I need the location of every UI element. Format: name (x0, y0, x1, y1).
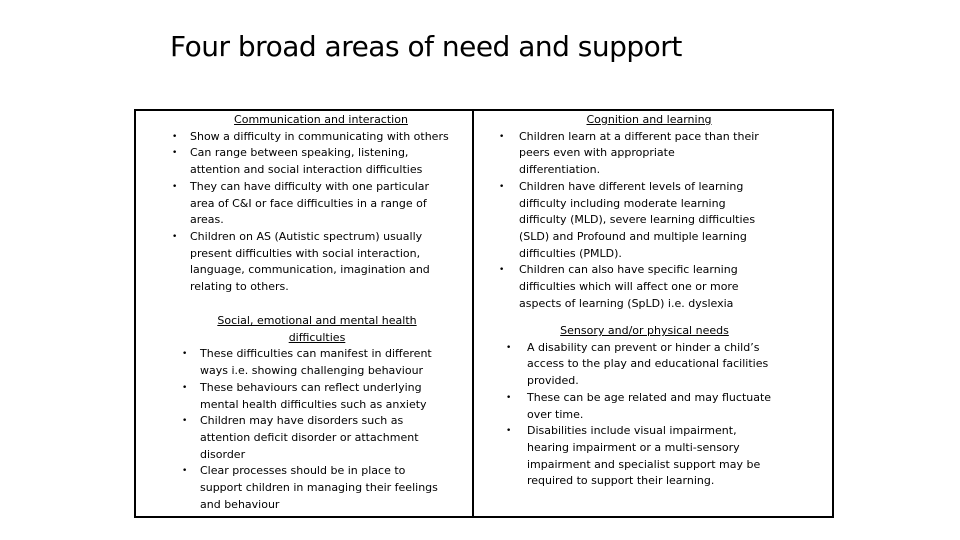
list-item: • Disabilities include visual impairment, hearing impairment or a multi-sensory impairment and specialist support may be required to support their learning. (506, 424, 761, 488)
bullet-icon: • (182, 349, 188, 360)
bullet-icon: • (172, 181, 178, 192)
bullet-icon: • (172, 148, 178, 159)
bullet-icon: • (506, 342, 512, 353)
column-divider (472, 109, 474, 518)
bullet-icon: • (506, 426, 512, 437)
bullet-icon: • (182, 466, 188, 477)
list-item: • Children learn at a different pace than their peers even with appropriate differentiation. (499, 129, 759, 177)
bullet-icon: • (182, 416, 188, 427)
list-item: • These behaviours can reflect underlying mental health difficulties such as anxiety (182, 380, 427, 411)
sensory-heading: Sensory and/or physical needs (560, 324, 729, 337)
communication-heading: Communication and interaction (234, 113, 408, 126)
bullet-icon: • (172, 231, 178, 242)
bullet-icon: • (506, 392, 512, 403)
semh-list (182, 346, 450, 513)
semh-cell (182, 313, 450, 513)
list-item: • Children have different levels of learning difficulty including moderate learning difficulty (MLD), severe learning difficulties (SLD) and Profound and multiple learning difficulties (PMLD). (499, 179, 756, 260)
bullet-icon: • (499, 181, 505, 192)
cognition-heading: Cognition and learning (586, 113, 712, 126)
list-item: • Can range between speaking, listening, attention and social interaction difficulties (172, 146, 423, 177)
list-item: • Clear processes should be in place to support children in managing their feelings and behaviour (182, 464, 438, 511)
list-item: • Children may have disorders such as attention deficit disorder or attachment disorder (182, 414, 419, 461)
sensory-cell (506, 323, 772, 490)
slide-title: Four broad areas of need and support (170, 30, 682, 63)
communication-list (172, 129, 450, 296)
list-item: • Children can also have specific learning difficulties which will affect one or more aspects of learning (SpLD) i.e. dyslexia (499, 263, 739, 310)
cognition-list (499, 129, 759, 313)
bullet-icon: • (182, 382, 188, 393)
bullet-icon: • (172, 131, 178, 142)
list-item: • They can have difficulty with one particular area of C&I or face difficulties in a range of areas. (172, 179, 430, 227)
cognition-cell (499, 112, 759, 312)
list-item: • A disability can prevent or hinder a child’s access to the play and educational facilities provided. (506, 340, 769, 388)
semh-heading: Social, emotional and mental health difficulties (217, 314, 417, 344)
list-item: • These can be age related and may fluctuate over time. (506, 390, 772, 421)
list-item: • These difficulties can manifest in different ways i.e. showing challenging behaviour (182, 347, 432, 378)
list-item: • Show a difficulty in communicating with others (190, 129, 450, 146)
bullet-icon: • (499, 265, 505, 276)
list-item: • Children on AS (Autistic spectrum) usually present difficulties with social interaction, language, communication, imagination and relating to others. (172, 229, 430, 294)
bullet-icon: • (499, 131, 505, 142)
sensory-list (506, 340, 772, 490)
communication-cell (172, 112, 450, 296)
